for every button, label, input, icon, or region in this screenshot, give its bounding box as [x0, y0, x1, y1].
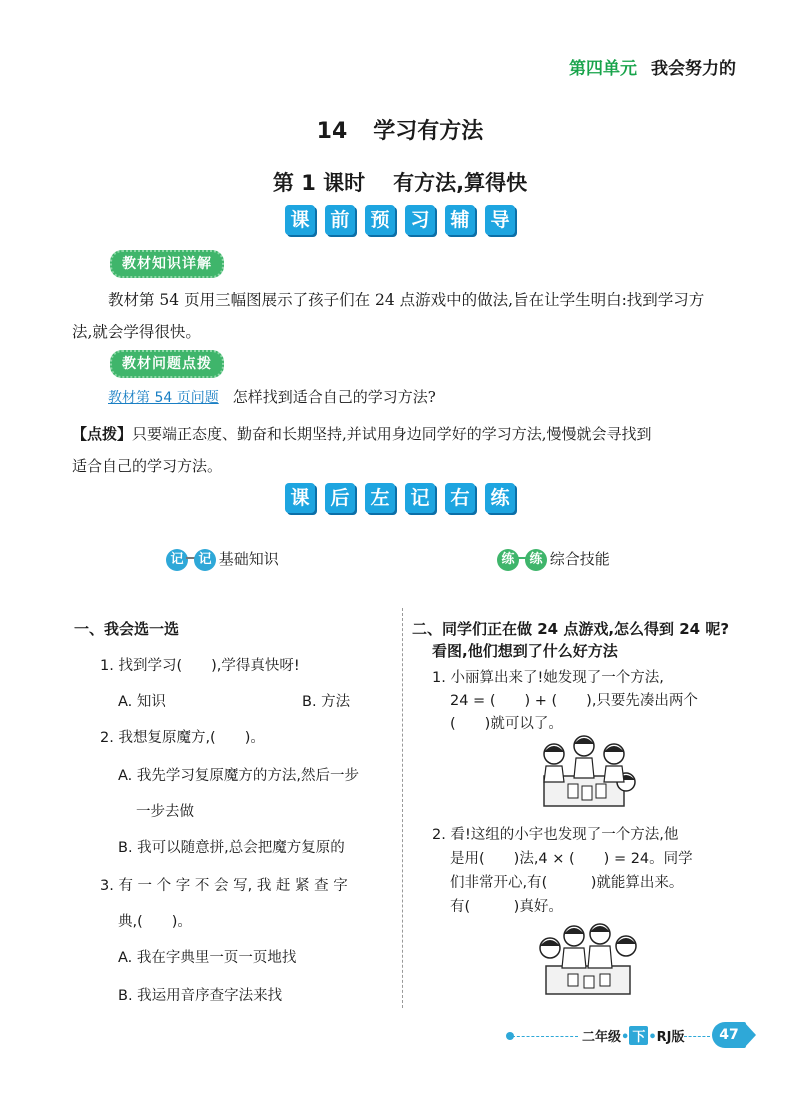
- question-text: 怎样找到适合自己的学习方法?: [232, 388, 436, 406]
- memo-badge: 记 记: [166, 549, 214, 571]
- right-p2-line4: 有( )真好。: [450, 899, 563, 915]
- banner-char: 预: [365, 205, 395, 235]
- footer-term: 下: [629, 1026, 648, 1045]
- banner-char: 后: [325, 483, 355, 513]
- right-p2-line2: 是用( )法,4 × ( ) = 24。同学: [450, 851, 693, 867]
- banner-char: 课: [285, 483, 315, 513]
- footer-grade: 二年级: [582, 1030, 622, 1045]
- right-p2-line1: 2. 看!这组的小宇也发现了一个方法,他: [432, 827, 679, 843]
- kids-group-illustration-1: [524, 732, 644, 816]
- right-section-title-1: 二、同学们正在做 24 点游戏,怎么得到 24 呢?: [412, 620, 730, 638]
- tip-text-1: 只要端正态度、勤奋和长期坚持,并试用身边同学好的学习方法,慢慢就会寻找到: [132, 425, 652, 443]
- banner-char: 导: [485, 205, 515, 235]
- left-q3-line2: 典,( )。: [118, 914, 192, 930]
- right-p1-line3: ( )就可以了。: [450, 716, 563, 732]
- right-section-title-2: 看图,他们想到了什么好方法: [432, 642, 618, 660]
- left-q1-option-a[interactable]: A. 知识: [118, 694, 166, 710]
- left-q1-option-b[interactable]: B. 方法: [302, 694, 351, 710]
- knowledge-line-2: 法,就会学得很快。: [72, 323, 201, 341]
- banner-char: 左: [365, 483, 395, 513]
- section-knowledge-pill: 教材知识详解: [110, 250, 224, 278]
- left-q1: 1. 找到学习( ),学得真快呀!: [100, 658, 300, 674]
- memo-text: 基础知识: [218, 550, 279, 568]
- period-name: 有方法,算得快: [393, 171, 528, 195]
- left-q2-option-a-line2[interactable]: 一步去做: [136, 804, 194, 820]
- banner-preview: [0, 205, 800, 235]
- footer-edition-label: RJ版: [656, 1030, 685, 1045]
- kids-group-illustration-2: [528, 918, 648, 1002]
- period-label: 第 1 课时: [272, 171, 366, 195]
- banner-char: 练: [485, 483, 515, 513]
- practice-text: 综合技能: [549, 550, 610, 568]
- footer-dash-left: [512, 1036, 578, 1037]
- banner-char: 辅: [445, 205, 475, 235]
- footer-dash-right: [684, 1036, 710, 1037]
- left-section-title: 一、我会选一选: [74, 620, 180, 638]
- page-arrow-icon: [744, 1022, 756, 1048]
- left-q2-option-b[interactable]: B. 我可以随意拼,总会把魔方复原的: [118, 840, 345, 856]
- tip-line-1: [72, 418, 732, 450]
- unit-label: 第四单元: [569, 59, 637, 79]
- footer-edition: 二年级• 下 •RJ版: [582, 1026, 685, 1045]
- banner-char: 右: [445, 483, 475, 513]
- banner-char: 习: [405, 205, 435, 235]
- left-q2-option-a-line1[interactable]: A. 我先学习复原魔方的方法,然后一步: [118, 768, 359, 784]
- practice-heading: [497, 548, 610, 571]
- question-ref-link[interactable]: 教材第 54 页问题: [108, 390, 219, 406]
- left-q3-option-a[interactable]: A. 我在字典里一页一页地找: [118, 950, 297, 966]
- lesson-name: 学习有方法: [373, 119, 484, 144]
- page-number: 47: [712, 1022, 746, 1048]
- banner-char: 课: [285, 205, 315, 235]
- practice-badge: 练 练: [497, 549, 545, 571]
- unit-title: 我会努力的: [651, 59, 736, 79]
- left-q3-line1: 3. 有 一 个 字 不 会 写, 我 赶 紧 查 字: [100, 878, 348, 894]
- footer-dot-icon: [506, 1032, 514, 1040]
- tip-label: 【点拨】: [72, 425, 133, 443]
- section-question-pill: 教材问题点拨: [110, 350, 224, 378]
- knowledge-line-1: 教材第 54 页用三幅图展示了孩子们在 24 点游戏中的做法,旨在让学生明白:找到学习方: [108, 291, 705, 309]
- lesson-number: 14: [316, 119, 348, 144]
- banner-char: 前: [325, 205, 355, 235]
- right-p1-line1: 1. 小丽算出来了!她发现了一个方法,: [432, 670, 664, 686]
- banner-practice: [0, 483, 800, 513]
- unit-header: [569, 54, 736, 79]
- question-line: [108, 386, 436, 407]
- memo-heading: [166, 548, 279, 571]
- period-title: [0, 167, 800, 197]
- lesson-title: [0, 114, 800, 145]
- right-p2-line3: 们非常开心,有( )就能算出来。: [450, 875, 684, 891]
- column-divider: [402, 608, 403, 1008]
- left-q3-option-b[interactable]: B. 我运用音序查字法来找: [118, 988, 283, 1004]
- banner-char: 记: [405, 483, 435, 513]
- left-q2: 2. 我想复原魔方,( )。: [100, 730, 265, 746]
- tip-line-2: 适合自己的学习方法。: [72, 457, 223, 475]
- right-p1-line2: 24 = ( ) + ( ),只要先凑出两个: [450, 693, 698, 709]
